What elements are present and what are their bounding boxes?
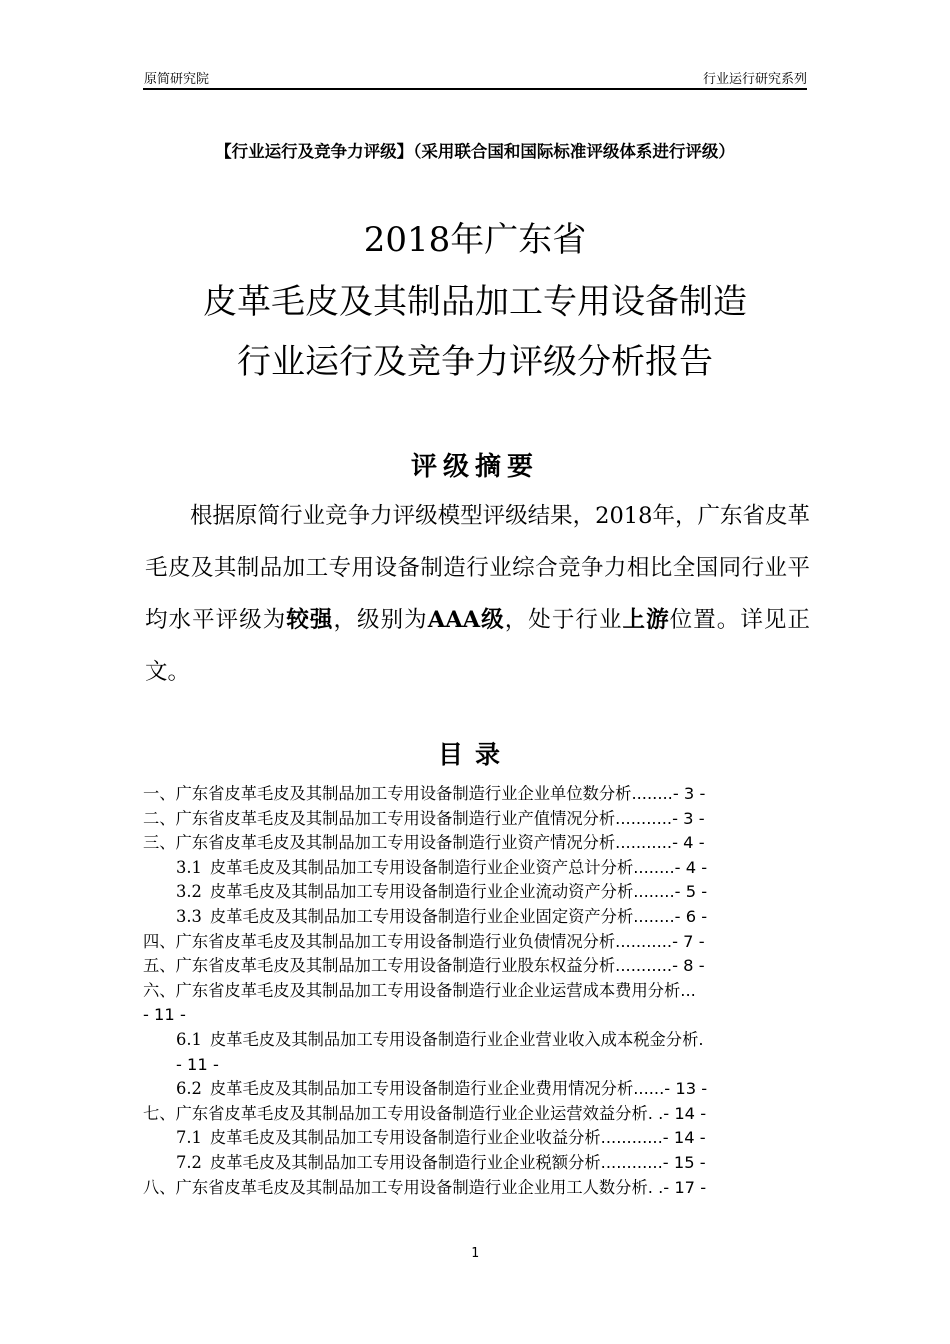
rating-grade: AAA级 (427, 607, 505, 633)
toc-page-number: - 11 - (143, 1005, 186, 1025)
toc-subentry[interactable]: 7.2 皮革毛皮及其制品加工专用设备制造行业企业税额分析 ............ - 15 - (143, 1151, 811, 1176)
toc-subentry[interactable]: 3.2 皮革毛皮及其制品加工专用设备制造行业企业流动资产分析 ........ - 5 - (143, 880, 811, 905)
header-series-name: 行业运行研究系列 (702, 72, 807, 87)
toc-subentry[interactable]: 3.1 皮革毛皮及其制品加工专用设备制造行业企业资产总计分析 ........ - 4 - (143, 856, 811, 881)
toc-subentry[interactable]: 3.3 皮革毛皮及其制品加工专用设备制造行业企业固定资产分析 ........ - 6 - (143, 905, 811, 930)
toc-page-number: - 14 - (663, 1103, 707, 1123)
summary-text: 根据原简行业竞争力评级模型评级结果，2018年，广东省皮革毛皮及其制品加工专用设备制造行业综合竞争力相比全国同行业平均水平评级为 (145, 503, 810, 633)
toc-subentry[interactable]: 6.2 皮革毛皮及其制品加工专用设备制造行业企业费用情况分析 ...... - 13 - (143, 1077, 811, 1102)
toc-subentry[interactable]: 6.1 皮革毛皮及其制品加工专用设备制造行业企业营业收入成本税金分析 . - 11 - (143, 1028, 811, 1077)
toc-page-number: - 13 - (664, 1079, 708, 1099)
toc-entry[interactable]: 五、广东省皮革毛皮及其制品加工专用设备制造行业股东权益分析 ........... - 8 - (143, 954, 811, 979)
report-title-line-1: 2018年广东省 (363, 220, 587, 260)
toc-page-number: - 17 - (663, 1177, 707, 1197)
toc-page-number: - 4 - (674, 857, 708, 877)
page-number: 1 (471, 1246, 479, 1261)
summary-text: ，级别为 (333, 607, 428, 633)
toc-page-number: - 8 - (672, 956, 705, 976)
toc-entry[interactable]: 六、广东省皮革毛皮及其制品加工专用设备制造行业企业运营成本费用分析 ... - 11 - (143, 979, 811, 1028)
summary-text: ，处于行业 (504, 607, 623, 633)
toc-page-number: - 15 - (662, 1152, 706, 1172)
summary-paragraph (145, 490, 810, 698)
toc-entry[interactable]: 二、广东省皮革毛皮及其制品加工专用设备制造行业产值情况分析 ........... - 3 - (143, 807, 811, 832)
toc-entry[interactable]: 七、广东省皮革毛皮及其制品加工专用设备制造行业企业运营效益分析 . . - 14 - (143, 1102, 811, 1127)
toc-page-number: - 5 - (674, 882, 708, 902)
toc-entry[interactable]: 四、广东省皮革毛皮及其制品加工专用设备制造行业负债情况分析 ........... - 7 - (143, 930, 811, 955)
industry-position: 上游 (622, 607, 670, 633)
page-header (143, 66, 807, 90)
toc-page-number: - 11 - (176, 1054, 219, 1074)
toc-page-number: - 7 - (672, 931, 705, 951)
summary-heading: 评级摘要 (410, 452, 539, 482)
rating-level: 较强 (286, 607, 334, 633)
rating-banner: 【行业运行及竞争力评级】（采用联合国和国际标准评级体系进行评级） (215, 142, 735, 161)
toc-heading: 目录 (437, 740, 512, 769)
toc-page-number: - 3 - (672, 784, 706, 803)
report-title-line-3: 行业运行及竞争力评级分析报告 (237, 342, 713, 382)
toc-page-number: - 14 - (662, 1128, 706, 1148)
toc-entry[interactable]: 一、广东省皮革毛皮及其制品加工专用设备制造行业企业单位数分析 ........ - 3 - (143, 782, 811, 807)
toc-entry[interactable]: 八、广东省皮革毛皮及其制品加工专用设备制造行业企业用工人数分析 . . - 17 - (143, 1176, 811, 1201)
toc-subentry[interactable]: 7.1 皮革毛皮及其制品加工专用设备制造行业企业收益分析 ............ - 14 - (143, 1126, 811, 1151)
table-of-contents (143, 782, 811, 1200)
toc-page-number: - 6 - (674, 906, 708, 926)
header-org-name: 原简研究院 (144, 72, 210, 87)
toc-page-number: - 3 - (672, 808, 705, 828)
summary-text: 位置。详见正文。 (145, 607, 810, 685)
toc-entry[interactable]: 三、广东省皮革毛皮及其制品加工专用设备制造行业资产情况分析 ........... - 4 - (143, 831, 811, 856)
toc-page-number: - 4 - (672, 833, 705, 853)
report-title-line-2: 皮革毛皮及其制品加工专用设备制造 (203, 282, 747, 322)
